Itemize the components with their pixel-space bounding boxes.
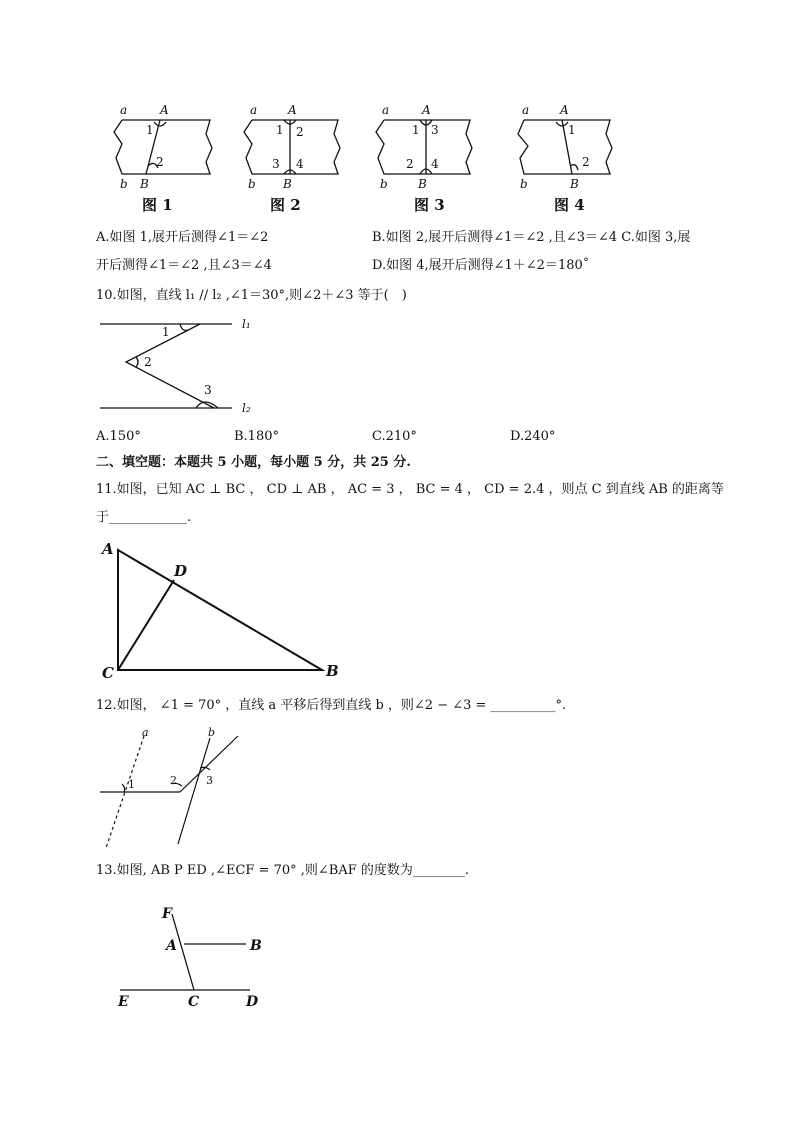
q10-stem: 10.如图，直线 l₁ // l₂ ,∠1＝30°,则∠2＋∠3 等于( ) bbox=[96, 288, 407, 303]
q11-stem-line2: 于____________. bbox=[96, 510, 192, 525]
q9-fig1-angle-2: 2 bbox=[156, 155, 164, 169]
q13-label-D: D bbox=[246, 994, 259, 1010]
q13-label-A: A bbox=[166, 938, 177, 954]
q9-fig3-label-a: a bbox=[382, 103, 390, 117]
q9-fig4-label-b: b bbox=[520, 177, 528, 191]
q13-label-C: C bbox=[188, 994, 200, 1010]
q10-option-c: C.210° bbox=[372, 429, 417, 444]
q11-label-C: C bbox=[102, 664, 114, 682]
q11-label-D: D bbox=[174, 562, 188, 580]
q13-label-B: B bbox=[250, 938, 262, 954]
q9-fig3-label-B: B bbox=[418, 177, 427, 191]
q9-fig4-caption: 图 4 bbox=[554, 196, 585, 214]
q9-fig3-label-b: b bbox=[380, 177, 388, 191]
q9-fig4-label-B: B bbox=[570, 177, 579, 191]
q9-option-c-part2: 开后测得∠1＝∠2 ,且∠3＝∠4 bbox=[96, 258, 272, 273]
q9-option-b-text: B.如图 2,展开后测得∠1＝∠2 ,且∠3＝∠4 bbox=[372, 230, 618, 245]
q12-label-a: a bbox=[142, 726, 149, 739]
q9-fig1-angle-1: 1 bbox=[146, 123, 154, 137]
q10-label-l1: l₁ bbox=[242, 317, 251, 331]
q9-fig4-angle-1: 1 bbox=[568, 123, 576, 137]
q9-figures bbox=[100, 98, 640, 218]
q9-fig2-drawing bbox=[244, 120, 340, 174]
q10-option-d: D.240° bbox=[510, 429, 556, 444]
q9-fig2-angle-2: 2 bbox=[296, 125, 304, 139]
q9-fig3-caption: 图 3 bbox=[414, 196, 445, 214]
q9-fig2-label-b: b bbox=[248, 177, 256, 191]
q10-figure bbox=[96, 312, 276, 422]
q10-angle-3: 3 bbox=[204, 383, 212, 397]
q13-figure bbox=[110, 900, 280, 1014]
q12-angle-3: 3 bbox=[206, 774, 213, 787]
q9-fig3-angle-3: 3 bbox=[431, 123, 439, 137]
q9-option-d: D.如图 4,展开后测得∠1＋∠2＝180˚ bbox=[372, 258, 590, 273]
q9-fig4-angle-2: 2 bbox=[582, 155, 590, 169]
q9-option-c-part1: C.如图 3,展 bbox=[621, 230, 691, 245]
q9-option-b bbox=[372, 229, 690, 247]
q9-fig2-angle-1: 1 bbox=[276, 123, 284, 137]
q11-triangle bbox=[118, 550, 322, 670]
q9-fig1-label-a: a bbox=[120, 103, 128, 117]
q11-label-B: B bbox=[326, 662, 339, 680]
q9-fig2-angle-4: 4 bbox=[296, 157, 304, 171]
q12-angle-1: 1 bbox=[128, 778, 135, 791]
q10-option-a: A.150° bbox=[96, 429, 141, 444]
q10-angle-2: 2 bbox=[144, 355, 152, 369]
q10-zigzag bbox=[126, 324, 214, 408]
q10-option-b: B.180° bbox=[234, 429, 279, 444]
q9-fig1-label-B: B bbox=[140, 177, 149, 191]
q9-fig1-label-A: A bbox=[160, 103, 169, 117]
q9-fig3-angle-2: 2 bbox=[406, 157, 414, 171]
q10-label-l2: l₂ bbox=[242, 401, 251, 415]
q9-fig2-label-B: B bbox=[283, 177, 292, 191]
q13-stem: 13.如图, AB P ED ,∠ECF = 70° ,则∠BAF 的度数为________. bbox=[96, 863, 470, 878]
q9-fig2-label-a: a bbox=[250, 103, 258, 117]
section2-heading: 二、填空题：本题共 5 小题，每小题 5 分，共 25 分. bbox=[96, 455, 411, 470]
q9-fig4-label-A: A bbox=[560, 103, 569, 117]
q11-segment-cd bbox=[118, 580, 174, 670]
q11-label-A: A bbox=[102, 540, 114, 558]
q12-figure bbox=[96, 722, 256, 850]
q11-figure bbox=[96, 536, 346, 686]
q9-fig3-angle-1: 1 bbox=[412, 123, 420, 137]
q12-angle-2: 2 bbox=[170, 774, 177, 787]
q9-fig2-caption: 图 2 bbox=[270, 196, 301, 214]
q13-label-F: F bbox=[162, 906, 172, 922]
q9-fig3-angle-4: 4 bbox=[431, 157, 439, 171]
q9-fig1-caption: 图 1 bbox=[142, 196, 173, 214]
q12-label-b: b bbox=[208, 726, 216, 739]
q12-line-b bbox=[178, 738, 210, 844]
q9-fig3-label-A: A bbox=[422, 103, 431, 117]
q9-option-a: A.如图 1,展开后测得∠1＝∠2 bbox=[96, 230, 269, 245]
q9-fig2-angle-3: 3 bbox=[272, 157, 280, 171]
q11-stem-line1: 11.如图，已知 AC ⊥ BC ， CD ⊥ AB ， AC = 3 ， BC = 4 ， CD = 2.4 ，则点 C 到直线 AB 的距离等 bbox=[96, 482, 724, 497]
q9-fig1-label-b: b bbox=[120, 177, 128, 191]
q9-fig2-label-A: A bbox=[288, 103, 297, 117]
q9-fig3-drawing bbox=[376, 120, 472, 174]
q13-label-E: E bbox=[118, 994, 129, 1010]
q12-stem: 12.如图， ∠1 = 70° ，直线 a 平移后得到直线 b ，则∠2 − ∠3 = __________°. bbox=[96, 698, 567, 713]
q9-fig4-label-a: a bbox=[522, 103, 530, 117]
q9-fig4-drawing bbox=[518, 120, 612, 174]
q10-angle-1: 1 bbox=[162, 325, 170, 339]
